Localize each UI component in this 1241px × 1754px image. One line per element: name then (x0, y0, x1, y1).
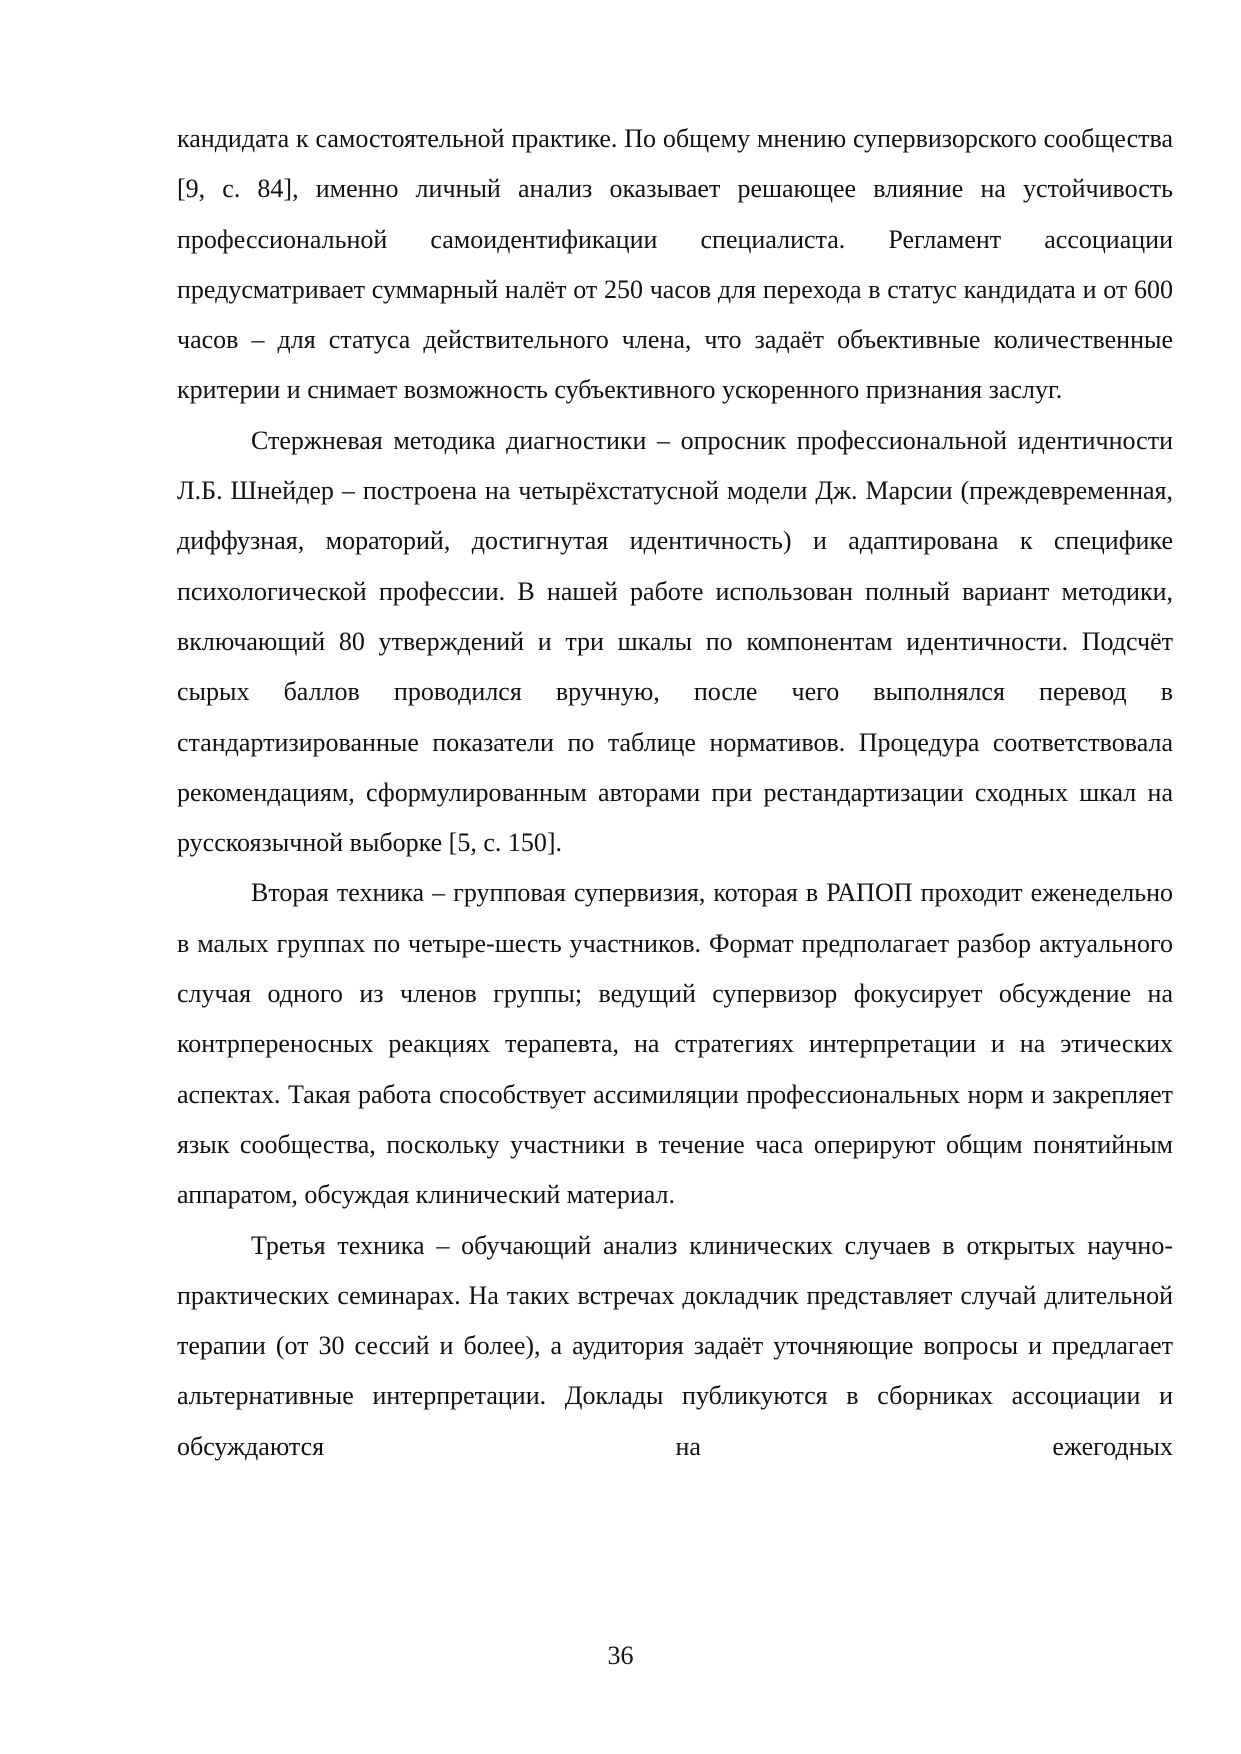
paragraph-methodology: Стержневая методика диагностики – опросник профессиональной идентичности Л.Б. Шнейдер – построена на четырёхстатусной модели Дж. Марсии (преждевременная, диффузная, мораторий, достигнутая идентичность) и адаптирована к специфике психологической профессии. В нашей работе использован полный вариант методики, включающий 80 утверждений и три шкалы по компонентам идентичности. Подсчёт сырых баллов проводился вручную, после чего выполнялся перевод в стандартизированные показатели по таблице нормативов. Процедура соответствовала рекомендациям, сформулированным авторами при рестандартизации сходных шкал на русскоязычной выборке [5, с. 150]. (177, 425, 1173, 858)
paragraph-continuation: кандидата к самостоятельной практике. По общему мнению супервизорского сообщества [9, с. 84], именно личный анализ оказывает решающее влияние на устойчивость профессиональной самоидентификации специалиста. Регламент ассоциации предусматривает суммарный налёт от 250 часов для перехода в статус кандидата и от 600 часов – для статуса действительного члена, что задаёт объективные количественные критерии и снимает возможность субъективного ускоренного признания заслуг. (177, 124, 1173, 405)
paragraph-case-analysis: Третья техника – обучающий анализ клинических случаев в открытых научно-практических семинарах. На таких встречах докладчик представляет случай длительной терапии (от 30 сессий и более), а аудитория задаёт уточняющие вопросы и предлагает альтернативные интерпретации. Доклады публикуются в сборниках ассоциации и обсуждаются на ежегодных (177, 1230, 1173, 1461)
page-number: 36 (607, 1641, 634, 1670)
document-body (177, 114, 1173, 1472)
paragraph-group-supervision: Вторая техника – групповая супервизия, которая в РАПОП проходит еженедельно в малых группах по четыре-шесть участников. Формат предполагает разбор актуального случая одного из членов группы; ведущий супервизор фокусирует обсуждение на контрпереносных реакциях терапевта, на стратегиях интерпретации и на этических аспектах. Такая работа способствует ассимиляции профессиональных норм и закрепляет язык сообщества, поскольку участники в течение часа оперируют общим понятийным аппаратом, обсуждая клинический материал. (177, 878, 1173, 1210)
